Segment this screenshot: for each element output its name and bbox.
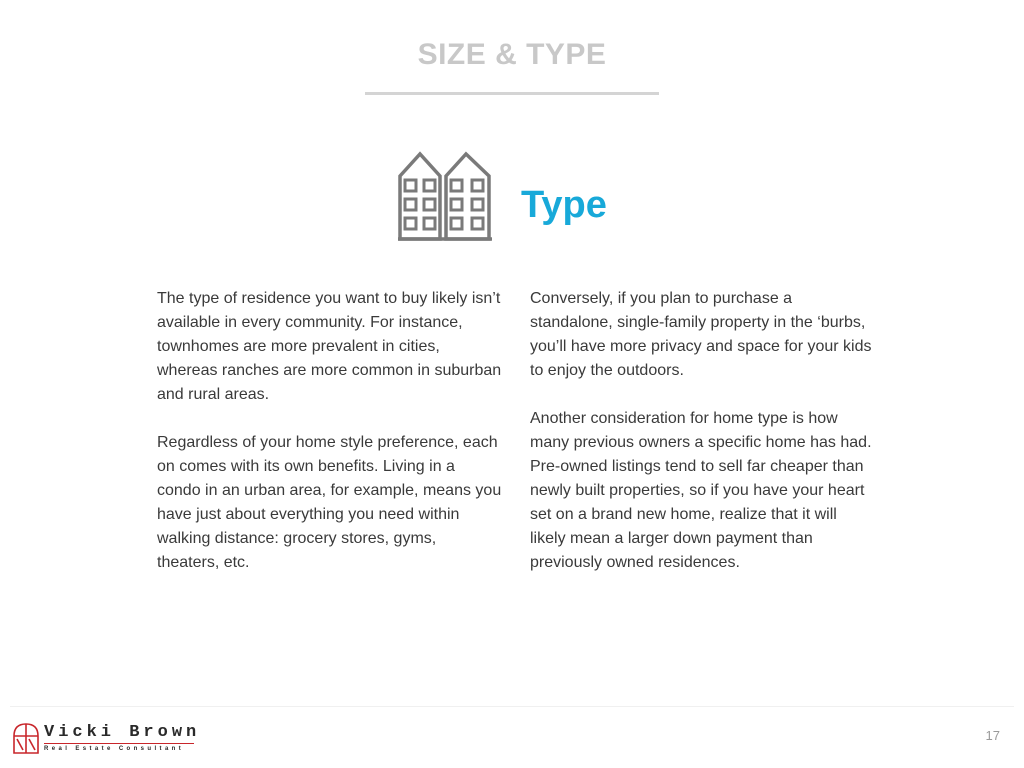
title-divider [365, 92, 659, 95]
section-title: SIZE & TYPE [417, 38, 607, 71]
logo-name: Vicki Brown [44, 722, 201, 742]
paragraph: Regardless of your home style preference, each on comes with its own benefits. Living in a condo in an urban area, for example, means you have just about everything you need within walking distance: grocery stores, gyms, theaters, etc. [157, 434, 502, 571]
paragraph: Another consideration for home type is how many previous owners a specific home has had. Pre-owned listings tend to sell far cheaper than newly built properties, so if you have your heart set on a brand new home, realize that it will likely mean a larger down payment than previously owned residences. [530, 410, 872, 571]
logo-tagline: Real Estate Consultant [44, 745, 185, 752]
paragraph: Conversely, if you plan to purchase a standalone, single-family property in the ‘burbs, you’ll have more privacy and space for your kids to enjoy the outdoors. [530, 290, 872, 379]
left-text-column [157, 287, 502, 599]
page-number: 17 [985, 728, 1000, 743]
logo-text [44, 724, 200, 753]
vicki-brown-logo [12, 722, 200, 754]
section-heading: Type [521, 184, 607, 226]
townhouse-building-icon [396, 150, 494, 242]
right-text-column [530, 287, 875, 599]
window-arch-logo-icon [12, 722, 40, 754]
footer-divider [10, 706, 1014, 707]
paragraph: The type of residence you want to buy likely isn’t available in every community. For instance, townhomes are more prevalent in cities, whereas ranches are more common in suburban and rural areas. [157, 290, 502, 403]
logo-rule [44, 743, 194, 744]
